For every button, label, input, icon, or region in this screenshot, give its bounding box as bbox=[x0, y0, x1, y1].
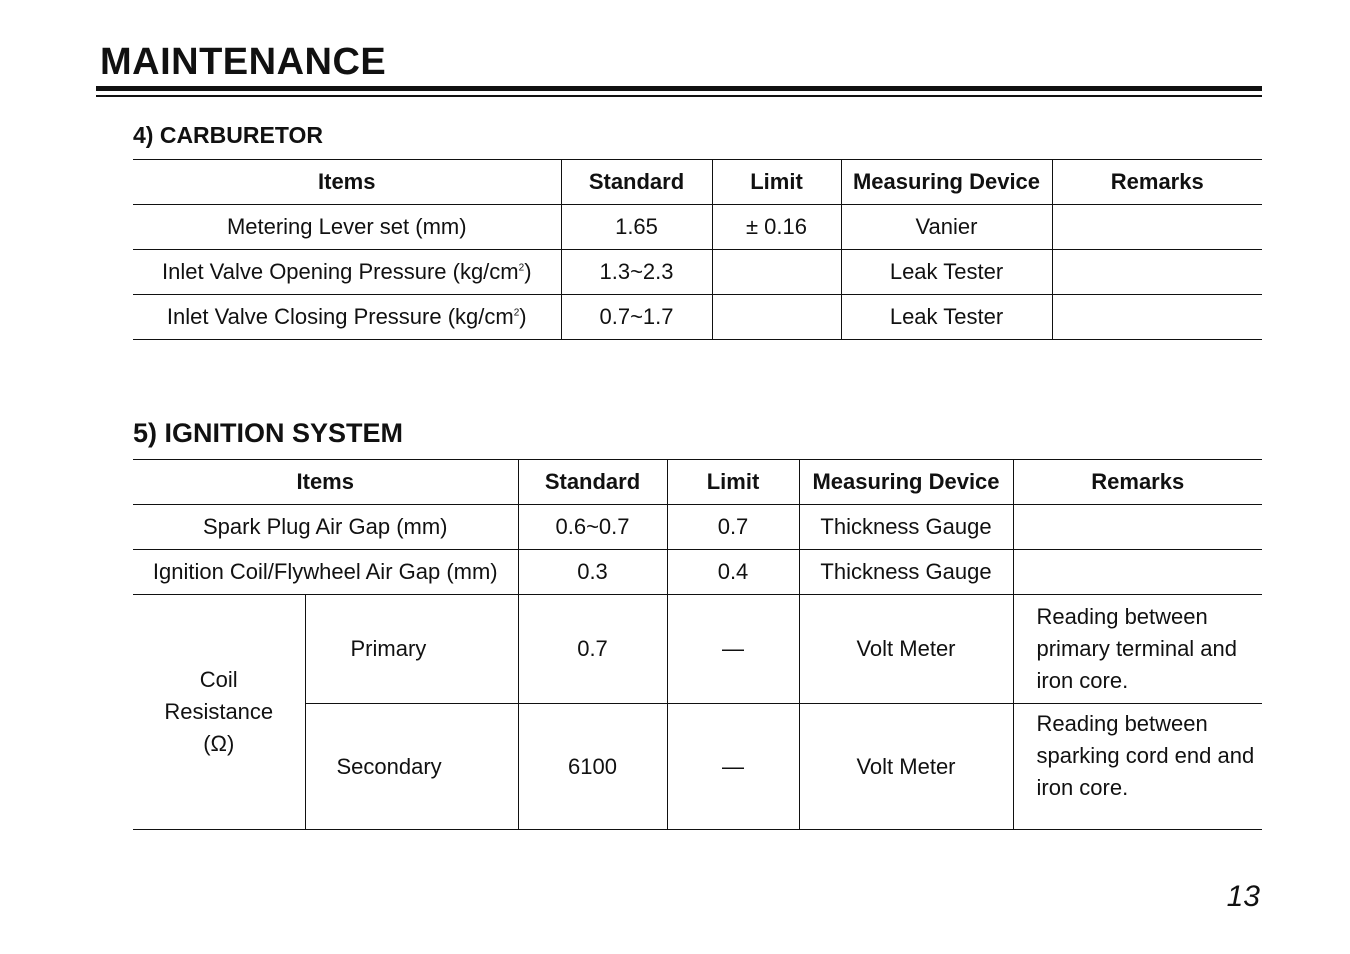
remarks-cell bbox=[1052, 295, 1262, 340]
table-row bbox=[133, 205, 1262, 250]
standard-cell: 0.3 bbox=[518, 550, 667, 595]
remarks-line: Reading between bbox=[1036, 711, 1208, 736]
item-text: Inlet Valve Closing Pressure (kg/cm bbox=[166, 304, 514, 329]
item-cell bbox=[133, 250, 561, 295]
column-header-items: Items bbox=[133, 160, 561, 205]
column-header-remarks: Remarks bbox=[1052, 160, 1262, 205]
carburetor-table bbox=[133, 159, 1262, 340]
remarks-line: Reading between bbox=[1036, 604, 1208, 629]
device-cell: Leak Tester bbox=[841, 295, 1052, 340]
table-row bbox=[133, 550, 1262, 595]
column-header-measuring-device: Measuring Device bbox=[799, 460, 1013, 505]
remarks-cell bbox=[1013, 550, 1262, 595]
remarks-cell bbox=[1052, 250, 1262, 295]
page-number: 13 bbox=[1226, 880, 1260, 913]
table-row bbox=[133, 295, 1262, 340]
item-text: Metering Lever set (mm) bbox=[226, 214, 467, 239]
remarks-cell bbox=[1013, 704, 1262, 830]
remarks-cell bbox=[1013, 505, 1262, 550]
remarks-cell bbox=[1013, 595, 1262, 704]
standard-cell: 6100 bbox=[518, 704, 667, 830]
remarks-line: iron core. bbox=[1036, 775, 1129, 800]
column-header-measuring-device: Measuring Device bbox=[841, 160, 1052, 205]
device-cell: Thickness Gauge bbox=[799, 550, 1013, 595]
table-header-row bbox=[133, 460, 1262, 505]
limit-cell: 0.4 bbox=[667, 550, 799, 595]
coil-label-line: Resistance bbox=[164, 699, 274, 724]
standard-cell: 1.65 bbox=[561, 205, 712, 250]
subitem-cell: Primary bbox=[305, 595, 518, 704]
ignition-table bbox=[133, 459, 1262, 830]
subitem-cell: Secondary bbox=[305, 704, 518, 830]
standard-cell: 0.7~1.7 bbox=[561, 295, 712, 340]
item-cell bbox=[133, 295, 561, 340]
item-superscript: 2 bbox=[518, 262, 525, 274]
remarks-line: iron core. bbox=[1036, 668, 1129, 693]
table-header-row bbox=[133, 160, 1262, 205]
item-cell: Spark Plug Air Gap (mm) bbox=[133, 505, 518, 550]
coil-label-line: Coil bbox=[199, 667, 238, 692]
standard-cell: 0.6~0.7 bbox=[518, 505, 667, 550]
remarks-line: sparking cord end and bbox=[1036, 743, 1255, 768]
item-cell bbox=[133, 205, 561, 250]
table-row bbox=[133, 250, 1262, 295]
item-superscript: 2 bbox=[513, 307, 520, 319]
limit-cell bbox=[712, 250, 841, 295]
column-header-limit: Limit bbox=[667, 460, 799, 505]
table-row bbox=[133, 595, 1262, 704]
column-header-remarks: Remarks bbox=[1013, 460, 1262, 505]
limit-cell: — bbox=[667, 704, 799, 830]
device-cell: Vanier bbox=[841, 205, 1052, 250]
device-cell: Volt Meter bbox=[799, 704, 1013, 830]
device-cell: Leak Tester bbox=[841, 250, 1052, 295]
ignition-section-title: 5) IGNITION SYSTEM bbox=[133, 418, 404, 448]
limit-cell bbox=[712, 295, 841, 340]
limit-cell: — bbox=[667, 595, 799, 704]
limit-cell: 0.7 bbox=[667, 505, 799, 550]
device-cell: Thickness Gauge bbox=[799, 505, 1013, 550]
table-row bbox=[133, 505, 1262, 550]
limit-cell: ± 0.16 bbox=[712, 205, 841, 250]
column-header-limit: Limit bbox=[712, 160, 841, 205]
standard-cell: 0.7 bbox=[518, 595, 667, 704]
standard-cell: 1.3~2.3 bbox=[561, 250, 712, 295]
item-text-tail: ) bbox=[519, 304, 527, 329]
page-title: MAINTENANCE bbox=[100, 41, 387, 83]
coil-label-line: (Ω) bbox=[203, 731, 235, 756]
column-header-items: Items bbox=[133, 460, 518, 505]
carburetor-section-title: 4) CARBURETOR bbox=[133, 122, 323, 148]
column-header-standard: Standard bbox=[561, 160, 712, 205]
header-rule-thick bbox=[96, 86, 1262, 91]
item-cell: Ignition Coil/Flywheel Air Gap (mm) bbox=[133, 550, 518, 595]
item-text: Inlet Valve Opening Pressure (kg/cm bbox=[161, 259, 519, 284]
item-text-tail: ) bbox=[524, 259, 532, 284]
coil-resistance-label-cell bbox=[133, 595, 305, 830]
header-rule-thin bbox=[96, 95, 1262, 97]
remarks-line: primary terminal and bbox=[1036, 636, 1238, 661]
device-cell: Volt Meter bbox=[799, 595, 1013, 704]
column-header-standard: Standard bbox=[518, 460, 667, 505]
remarks-cell bbox=[1052, 205, 1262, 250]
